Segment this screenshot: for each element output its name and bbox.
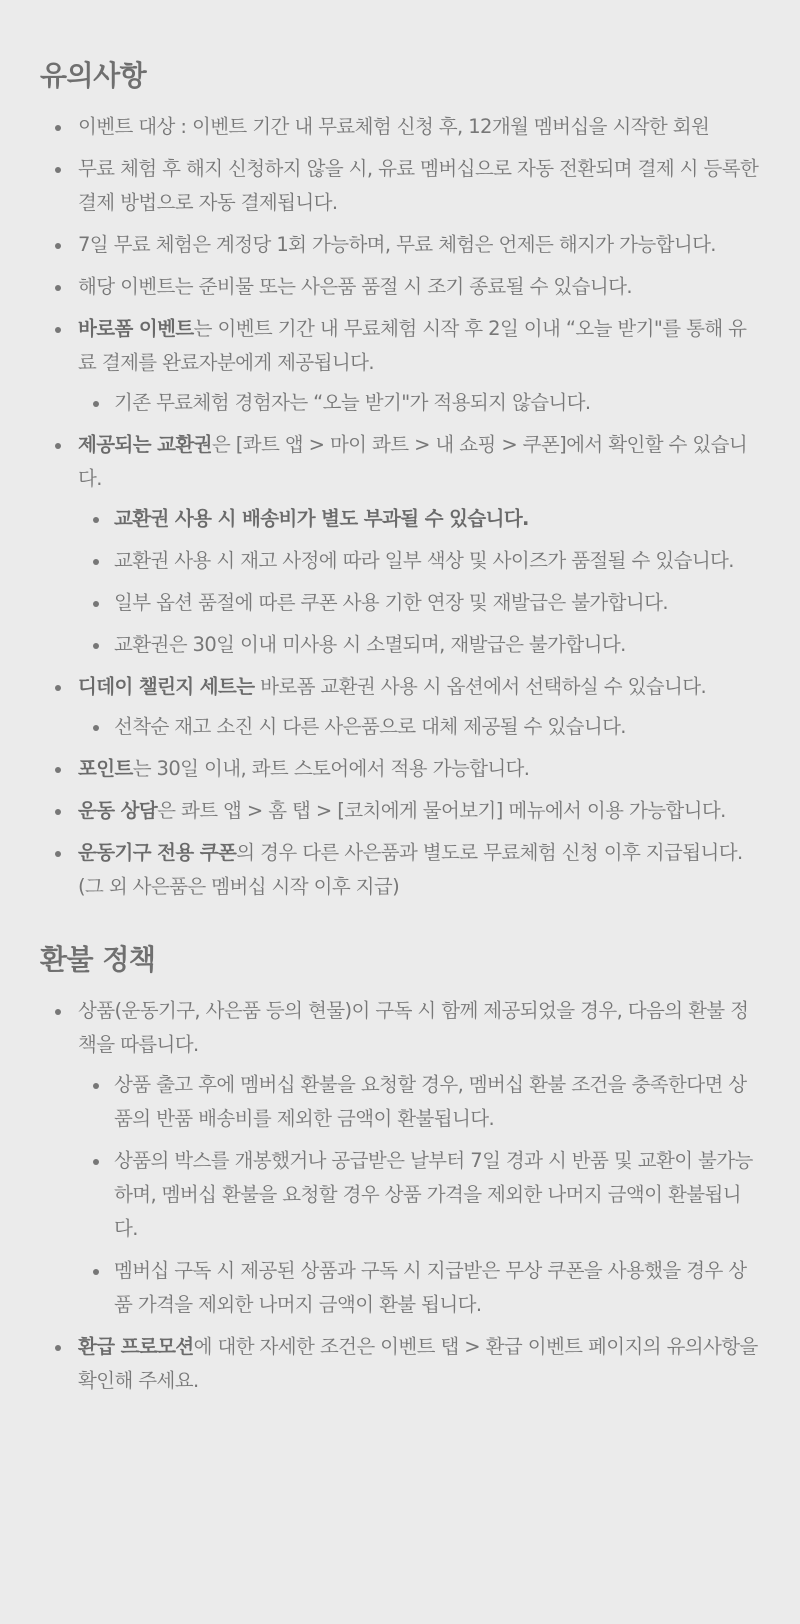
notice-item: 해당 이벤트는 준비물 또는 사은품 품절 시 조기 종료될 수 있습니다. xyxy=(40,270,760,304)
notice-item: 이벤트 대상 : 이벤트 기간 내 무료체험 신청 후, 12개월 멤버십을 시작한 회원 xyxy=(40,110,760,144)
notice-subitem: 일부 옵션 품절에 따른 쿠폰 사용 기한 연장 및 재발급은 불가합니다. xyxy=(78,586,760,620)
notice-item: 포인트는 30일 이내, 콰트 스토어에서 적용 가능합니다. xyxy=(40,752,760,786)
notice-subitem: 기존 무료체험 경험자는 “오늘 받기"가 적용되지 않습니다. xyxy=(78,386,760,420)
notice-item-highlight: 제공되는 교환권 xyxy=(78,433,212,456)
notice-item-highlight: 운동기구 전용 쿠폰 xyxy=(78,841,237,864)
refund-list xyxy=(40,994,760,1398)
notice-sublist xyxy=(78,386,760,420)
notice-subitem: 선착순 재고 소진 시 다른 사은품으로 대체 제공될 수 있습니다. xyxy=(78,710,760,744)
notice-item-highlight: 디데이 챌린지 세트는 xyxy=(78,675,255,698)
notice-subitem: 교환권은 30일 이내 미사용 시 소멸되며, 재발급은 불가합니다. xyxy=(78,628,760,662)
notice-item: 디데이 챌린지 세트는 바로폼 교환권 사용 시 옵션에서 선택하실 수 있습니다. 선착순 재고 소진 시 다른 사은품으로 대체 제공될 수 있습니다. xyxy=(40,670,760,744)
refund-subitem: 상품 출고 후에 멤버십 환불을 요청할 경우, 멤버십 환불 조건을 충족한다면 상품의 반품 배송비를 제외한 금액이 환불됩니다. xyxy=(78,1068,760,1136)
notice-item: 운동 상담은 콰트 앱 > 홈 탭 > [코치에게 물어보기] 메뉴에서 이용 가능합니다. xyxy=(40,794,760,828)
notice-item: 운동기구 전용 쿠폰의 경우 다른 사은품과 별도로 무료체험 신청 이후 지급됩니다. (그 외 사은품은 멤버십 시작 이후 지급) xyxy=(40,836,760,904)
notice-item: 바로폼 이벤트는 이벤트 기간 내 무료체험 시작 후 2일 이내 “오늘 받기"를 통해 유료 결제를 완료자분에게 제공됩니다. 기존 무료체험 경험자는 “오늘 받기"가 적용되지 않습니다. xyxy=(40,312,760,420)
notice-item-highlight: 포인트 xyxy=(78,757,133,780)
notice-item-highlight: 운동 상담 xyxy=(78,799,158,822)
refund-subitem: 멤버십 구독 시 제공된 상품과 구독 시 지급받은 무상 쿠폰을 사용했을 경우 상품 가격을 제외한 나머지 금액이 환불 됩니다. xyxy=(78,1254,760,1322)
refund-sublist xyxy=(78,1068,760,1322)
notice-title: 유의사항 xyxy=(40,59,147,92)
notice-subitem: 교환권 사용 시 배송비가 별도 부과될 수 있습니다. xyxy=(78,502,760,536)
notice-item: 제공되는 교환권은 [콰트 앱 > 마이 콰트 > 내 쇼핑 > 쿠폰]에서 확인할 수 있습니다. 교환권 사용 시 배송비가 별도 부과될 수 있습니다. 교환권 사용 시 재고 사정에 따라 일부 색상 및 사이즈가 품절될 수 있습니다. 일부 옵션 품절에 따른 쿠폰 사용 기한 연장 및 재발급은 불가합니다. 교환권은 30일 이내 미사용 시 소멸되며, 재발급은 불가합니다. xyxy=(40,428,760,662)
notice-list xyxy=(40,110,760,904)
refund-title: 환불 정책 xyxy=(40,943,156,976)
notice-item: 7일 무료 체험은 계정당 1회 가능하며, 무료 체험은 언제든 해지가 가능합니다. xyxy=(40,228,760,262)
notice-item-highlight: 바로폼 이벤트 xyxy=(78,317,194,340)
notice-subitem: 교환권 사용 시 재고 사정에 따라 일부 색상 및 사이즈가 품절될 수 있습니다. xyxy=(78,544,760,578)
notice-sublist xyxy=(78,502,760,662)
notice-sublist xyxy=(78,710,760,744)
refund-item: 환급 프로모션에 대한 자세한 조건은 이벤트 탭 > 환급 이벤트 페이지의 유의사항을 확인해 주세요. xyxy=(40,1330,760,1398)
refund-subitem: 상품의 박스를 개봉했거나 공급받은 날부터 7일 경과 시 반품 및 교환이 불가능하며, 멤버십 환불을 요청할 경우 상품 가격을 제외한 나머지 금액이 환불됩니다. xyxy=(78,1144,760,1246)
refund-item-highlight: 환급 프로모션 xyxy=(78,1335,194,1358)
notice-item: 무료 체험 후 해지 신청하지 않을 시, 유료 멤버십으로 자동 전환되며 결제 시 등록한 결제 방법으로 자동 결제됩니다. xyxy=(40,152,760,220)
refund-item: 상품(운동기구, 사은품 등의 현물)이 구독 시 함께 제공되었을 경우, 다음의 환불 정책을 따릅니다. 상품 출고 후에 멤버십 환불을 요청할 경우, 멤버십 환불 조건을 충족한다면 상품의 반품 배송비를 제외한 금액이 환불됩니다. 상품의 박스를 개봉했거나 공급받은 날부터 7일 경과 시 반품 및 교환이 불가능하며, 멤버십 환불을 요청할 경우 상품 가격을 제외한 나머지 금액이 환불됩니다. 멤버십 구독 시 제공된 상품과 구독 시 지급받은 무상 쿠폰을 사용했을 경우 상품 가격을 제외한 나머지 금액이 환불 됩니다. xyxy=(40,994,760,1322)
